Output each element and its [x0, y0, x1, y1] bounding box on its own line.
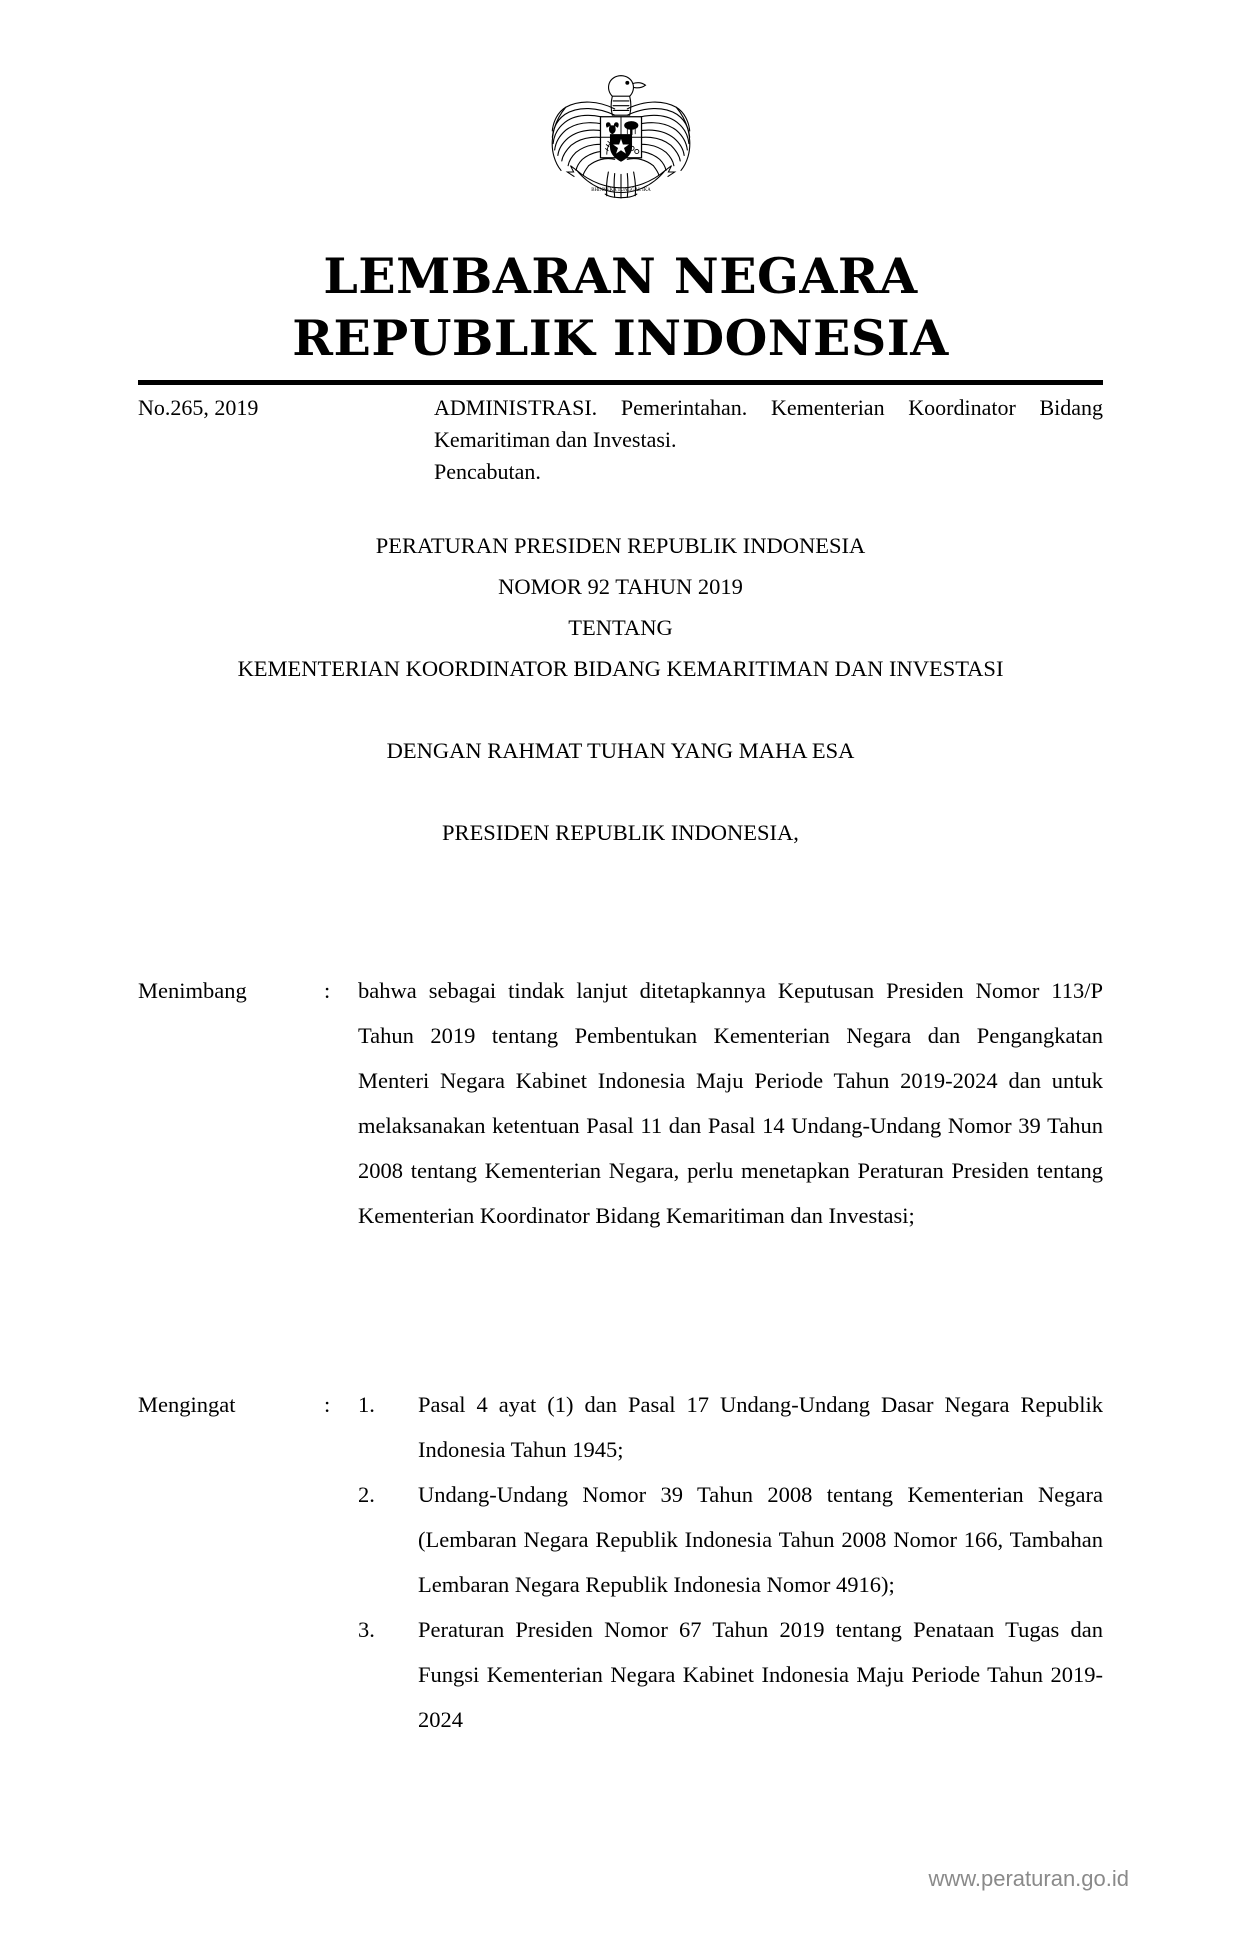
clause-menimbang-text: bahwa sebagai tindak lanjut ditetapkannya Keputusan Presiden Nomor 113/P Tahun 2019 tentang Pembentukan Kementerian Negara dan Pengangkatan Menteri Negara Kabinet Indonesia Maju Periode Tahun 2019-2024 dan untuk melaksanakan ketentuan Pasal 11 dan Pasal 14 Undang-Undang Nomor 39 Tahun 2008 tentang Kementerian Negara, perlu menetapkan Peraturan Presiden tentang Kementerian Koordinator Bidang Kemaritiman dan Investasi;: [358, 978, 1103, 1228]
regulation-subject: KEMENTERIAN KOORDINATOR BIDANG KEMARITIMAN DAN INVESTASI: [237, 656, 1004, 681]
list-item-marker: 2.: [358, 1482, 375, 1507]
masthead-divider-rule: [138, 380, 1103, 385]
regulation-about-label: TENTANG: [568, 615, 673, 640]
gazette-number: No.265, 2019: [138, 395, 259, 420]
regulation-type: PERATURAN PRESIDEN REPUBLIK INDONESIA: [375, 533, 866, 558]
clause-mengingat-label: Mengingat: [138, 1392, 236, 1417]
masthead-line-2: REPUBLIK INDONESIA: [292, 309, 949, 367]
clause-menimbang-colon: :: [324, 978, 331, 1003]
list-item: [358, 1472, 1103, 1607]
emblem-container: [0, 52, 1241, 202]
list-item: [358, 1382, 1103, 1472]
blessing-line: DENGAN RAHMAT TUHAN YANG MAHA ESA: [386, 738, 855, 763]
list-item-marker: 1.: [358, 1392, 375, 1417]
gazette-subject: [434, 392, 1103, 488]
clause-menimbang-body: [358, 968, 1103, 1238]
list-item-marker: 3.: [358, 1617, 375, 1642]
mengingat-list: [358, 1382, 1103, 1742]
issuing-authority: PRESIDEN REPUBLIK INDONESIA,: [442, 820, 799, 845]
list-item-text: Pasal 4 ayat (1) dan Pasal 17 Undang-Undang Dasar Negara Republik Indonesia Tahun 1945;: [418, 1392, 1103, 1462]
masthead-info-row: [138, 392, 1103, 488]
clause-mengingat-colon: :: [324, 1392, 331, 1417]
gazette-subject-main: ADMINISTRASI. Pemerintahan. Kementerian Koordinator Bidang Kemaritiman dan Investasi.: [434, 395, 1103, 452]
masthead-line-1: LEMBARAN NEGARA: [323, 247, 918, 305]
clause-menimbang-label: Menimbang: [138, 978, 247, 1003]
garuda-pancasila-emblem: [541, 52, 701, 202]
regulation-number-year: NOMOR 92 TAHUN 2019: [498, 574, 743, 599]
emblem-motto-text: BHINNEKA TUNGGAL IKA: [590, 187, 651, 193]
clause-mengingat: [138, 1382, 1103, 1742]
footer-watermark: www.peraturan.go.id: [928, 1866, 1129, 1891]
clause-menimbang: [138, 968, 1103, 1238]
list-item: [358, 1607, 1103, 1742]
clause-mengingat-body: [358, 1382, 1103, 1742]
list-item-text: Peraturan Presiden Nomor 67 Tahun 2019 tentang Penataan Tugas dan Fungsi Kementerian Negara Kabinet Indonesia Maju Periode Tahun 2019-2024: [418, 1617, 1103, 1732]
gazette-subject-tail: Pencabutan.: [434, 459, 541, 484]
list-item-text: Undang-Undang Nomor 39 Tahun 2008 tentang Kementerian Negara (Lembaran Negara Republik Indonesia Tahun 2008 Nomor 166, Tambahan Lembaran Negara Republik Indonesia Nomor 4916);: [418, 1482, 1103, 1597]
